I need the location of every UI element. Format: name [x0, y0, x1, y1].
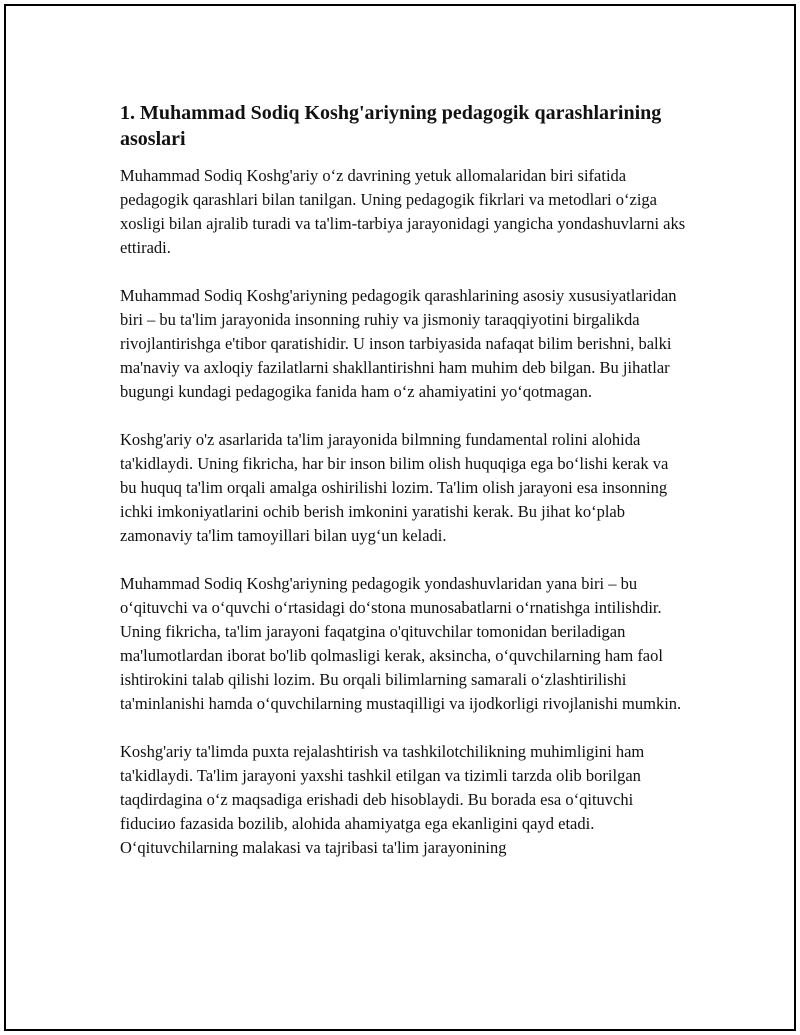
page-frame	[4, 4, 796, 1031]
paragraph-4: Muhammad Sodiq Koshg'ariyning pedagogik yondashuvlaridan yana biri – bu o‘qituvchi va o‘quvchi o‘rtasidagi do‘stona munosabatlarni o‘rnatishga intilishdir. Uning fikricha, ta'lim jarayoni faqatgina o'qituvchilar tomonidan beriladigan ma'lumotlardan iborat bo'lib qolmasligi kerak, aksincha, o‘quvchilarning ham faol ishtirokini talab qilishi lozim. Bu orqali bilimlarning samarali o‘zlashtirilishi ta'minlanishi hamda o‘quvchilarning mustaqilligi va ijodkorligi rivojlanishi mumkin.	[120, 574, 682, 713]
paragraph-2: Muhammad Sodiq Koshg'ariyning pedagogik qarashlarining asosiy xususiyatlaridan biri – bu ta'lim jarayonida insonning ruhiy va jismoniy taraqqiyotini birgalikda rivojlantirishga e'tibor qaratishidir. U inson tarbiyasida nafaqat bilim berishni, balki ma'naviy va axloqiy fazilatlarni shakllantirishni ham muhim deb bilgan. Bu jihatlar bugungi kundagi pedagogika fanida ham o‘z ahamiyatini yo‘qotmagan.	[120, 286, 677, 401]
paragraph-1: Muhammad Sodiq Koshg'ariy o‘z davrining yetuk allomalaridan biri sifatida pedagogik qarashlari bilan tanilgan. Uning pedagogik fikrlari va metodlari o‘ziga xosligi bilan ajralib turadi va ta'lim-tarbiya jarayonidagi yangicha yondashuvlarni aks ettiradi.	[120, 166, 686, 257]
document-content	[120, 100, 686, 884]
section-title: 1. Muhammad Sodiq Koshg'ariyning pedagogik qarashlarining asoslari	[120, 102, 662, 150]
paragraph-5: Koshg'ariy ta'limda puxta rejalashtirish va tashkilotchilikning muhimligini ham ta'kidlaydi. Ta'lim jarayoni yaxshi tashkil etilgan va tizimli tarzda olib borilgan taqdirdagina o‘z maqsadiga erishadi deb hisoblaydi. Bu borada esa o‘qituvchi fiduciиo fazasida bozilib, alohida ahamiyatga ega ekanligini qayd etadi. O‘qituvchilarning malakasi va tajribasi ta'lim jarayonining	[120, 742, 645, 857]
paragraph-3: Koshg'ariy o'z asarlarida ta'lim jarayonida bilmning fundamental rolini alohida ta'kidlaydi. Uning fikricha, har bir inson bilim olish huquqiga ega bo‘lishi kerak va bu huquq ta'lim orqali amalga oshirilishi lozim. Ta'lim olish jarayoni esa insonning ichki imkoniyatlarini ochib berish imkonini yaratishi kerak. Bu jihat ko‘plab zamonaviy ta'lim tamoyillari bilan uyg‘un keladi.	[120, 430, 669, 545]
